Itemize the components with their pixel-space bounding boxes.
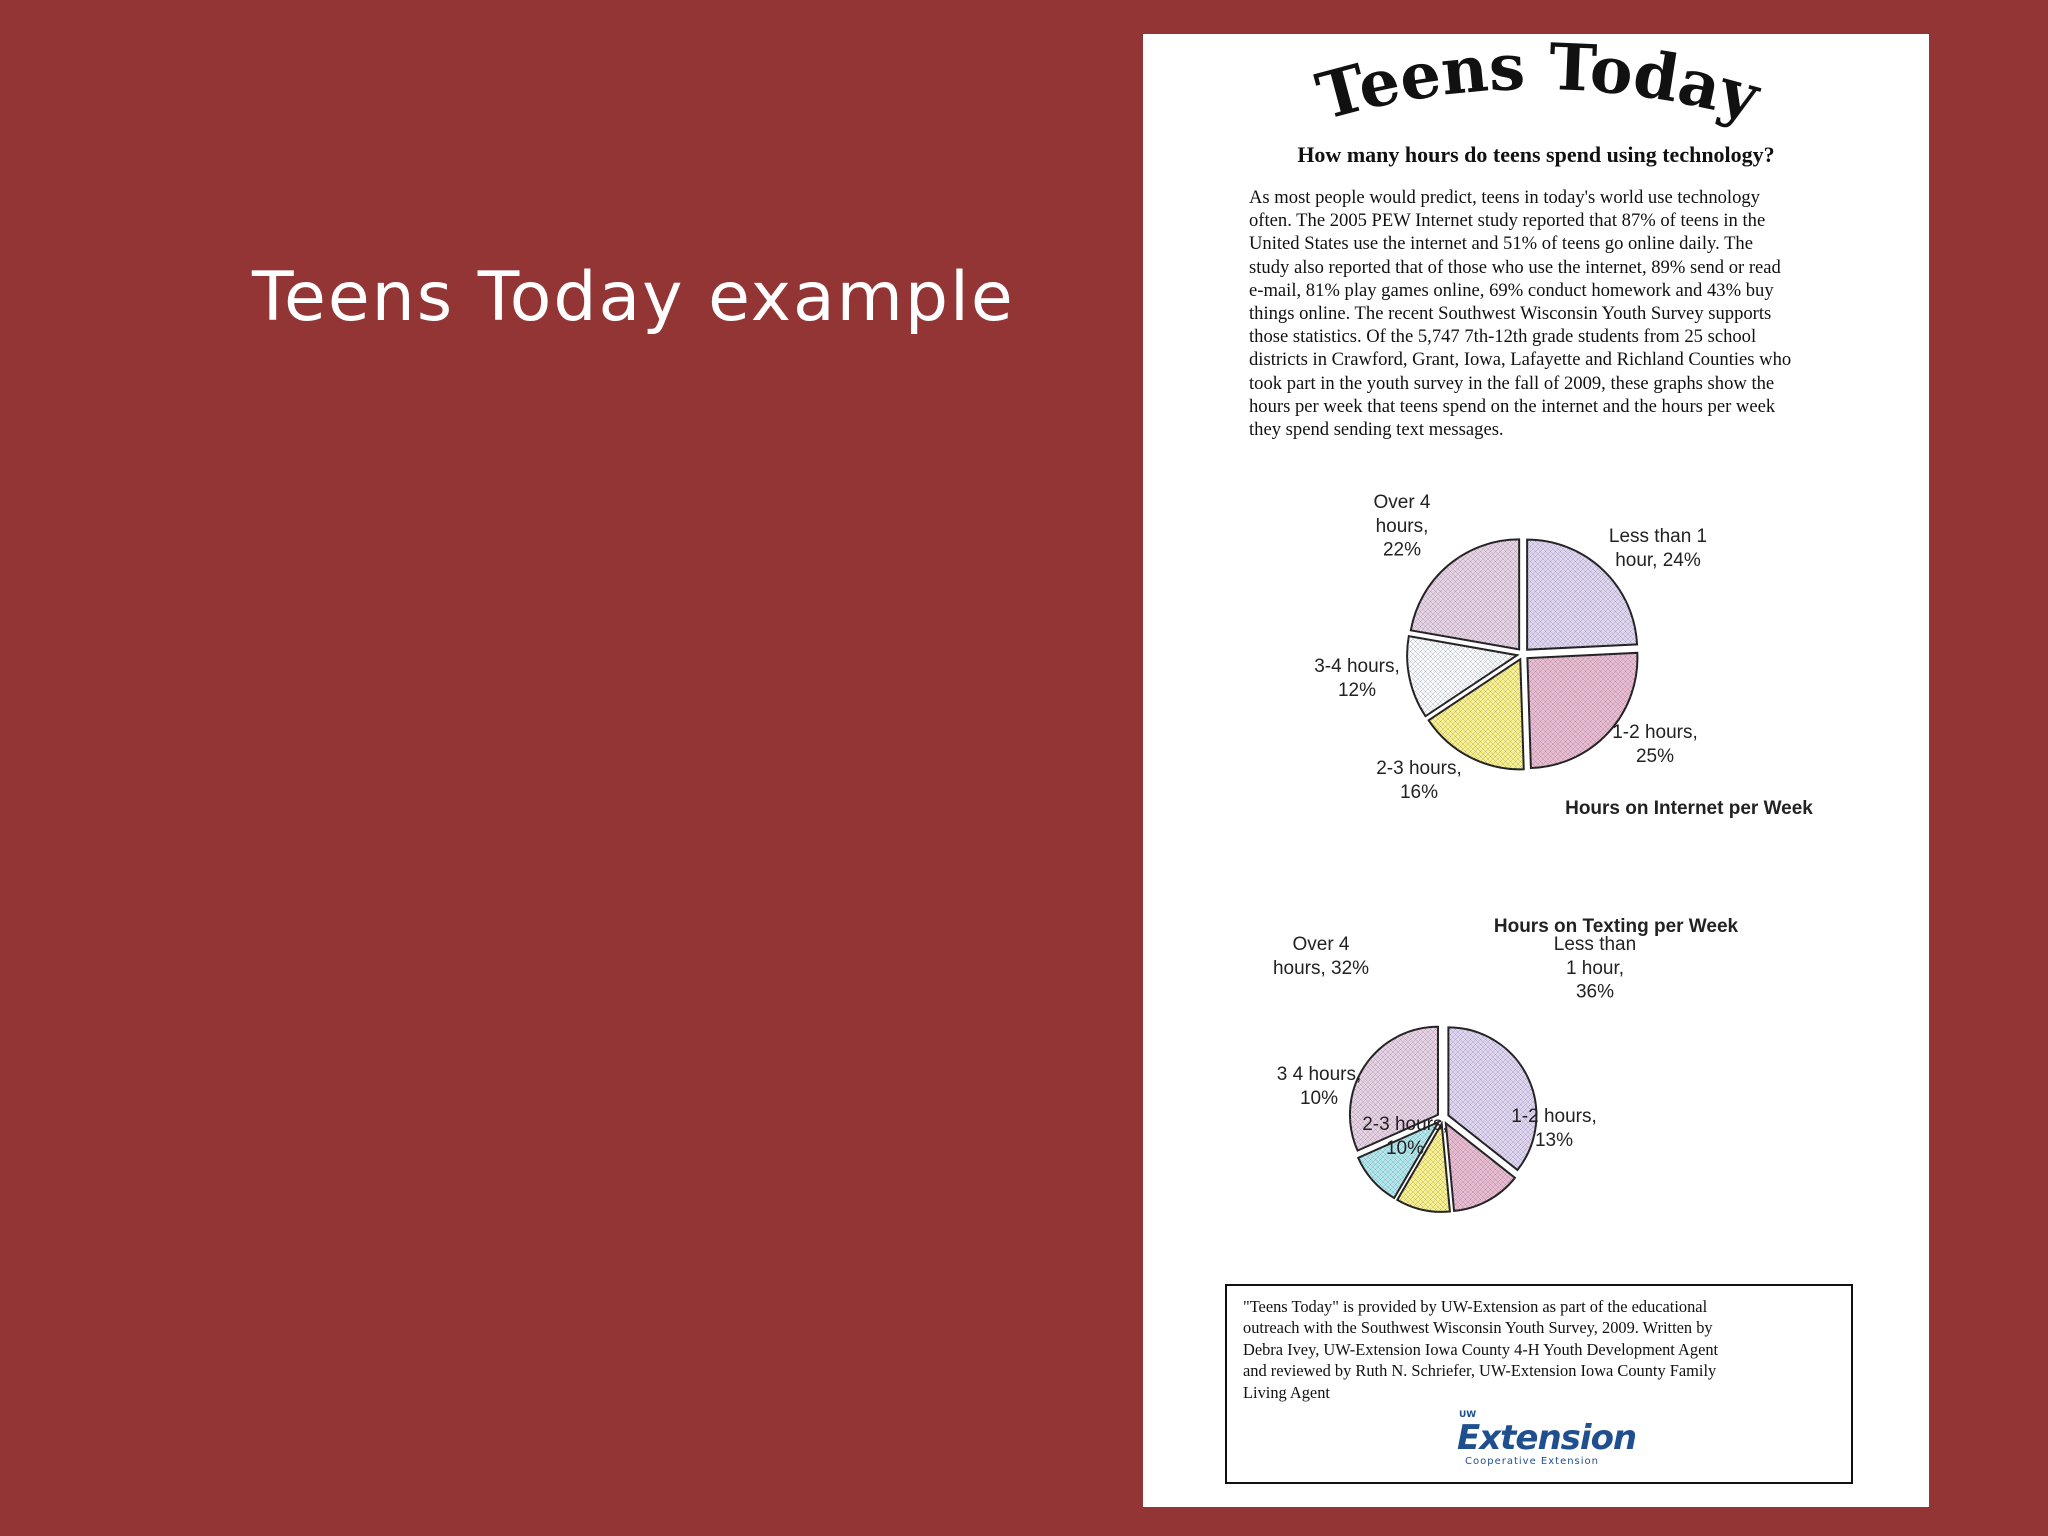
body-line: As most people would predict, teens in today's world use technology <box>1249 187 1760 208</box>
uw-extension-logo <box>1457 1410 1637 1472</box>
body-line: they spend sending text messages. <box>1249 419 1504 441</box>
slide-title: Teens Today example <box>252 258 1015 337</box>
body-line: things online. The recent Southwest Wisconsin Youth Survey supports <box>1249 303 1772 325</box>
footer-line: and reviewed by Ruth N. Schriefer, UW-Extension Iowa County Family <box>1243 1361 1717 1381</box>
body-line: hours per week that teens spend on the internet and the hours per week <box>1249 395 1776 417</box>
logo-name: Extension <box>1457 1418 1637 1458</box>
slice-label-over-4-hours: Over 4 hours, 32% <box>1272 934 1370 979</box>
slice-label-over-4-hours: Over 4 hours, 22% <box>1373 492 1431 561</box>
slice-label-1-2-hours: 1-2 hours, 13% <box>1511 1106 1597 1151</box>
footer-line: "Teens Today" is provided by UW-Extension as part of the educational <box>1243 1297 1708 1316</box>
body-line: United States use the internet and 51% of teens go online daily. The <box>1249 233 1753 255</box>
logo-tagline: Cooperative Extension <box>1465 1456 1599 1467</box>
handout-page <box>1143 34 1929 1507</box>
slice-label-2-3-hours: 2-3 hours, 10% <box>1362 1114 1448 1159</box>
chart-title: Hours on Texting per Week <box>1493 916 1739 937</box>
texting-pie-chart <box>1143 912 1929 1292</box>
internet-pie-chart <box>1143 474 1929 834</box>
body-line: districts in Crawford, Grant, Iowa, Lafayette and Richland Counties who <box>1249 349 1792 371</box>
footer-text <box>1243 1296 1833 1403</box>
slice-label-3-4-hours: 3 4 hours, 10% <box>1276 1064 1362 1109</box>
body-line: those statistics. Of the 5,747 7th-12th grade students from 25 school <box>1249 326 1757 348</box>
body-line: took part in the youth survey in the fall of 2009, these graphs show the <box>1249 372 1775 394</box>
body-line: e-mail, 81% play games online, 69% conduct homework and 43% buy <box>1249 279 1774 301</box>
footer-box <box>1225 1284 1853 1484</box>
masthead-text: Teens Today <box>1309 38 1767 136</box>
body-line: often. The 2005 PEW Internet study reported that 87% of teens in the <box>1249 210 1766 232</box>
slice-label-less-than-1-hour: Less than 1 hour, 24% <box>1608 526 1708 571</box>
pie-slice-texture <box>1527 653 1637 768</box>
footer-line: outreach with the Southwest Wisconsin Youth Survey, 2009. Written by <box>1243 1318 1713 1338</box>
footer-line: Living Agent <box>1243 1382 1330 1402</box>
body-line: study also reported that of those who use the internet, 89% send or read <box>1249 256 1781 278</box>
slice-label-3-4-hours: 3-4 hours, 12% <box>1314 656 1400 701</box>
subtitle: How many hours do teens spend using technology? <box>1297 142 1775 167</box>
slice-label-1-2-hours: 1-2 hours, 25% <box>1612 722 1698 767</box>
chart-title: Hours on Internet per Week <box>1565 798 1813 819</box>
footer-line: Debra Ivey, UW-Extension Iowa County 4-H Youth Development Agent <box>1243 1339 1719 1359</box>
pie-slice-texture <box>1411 539 1519 649</box>
logo-prefix: UW <box>1459 1410 1477 1420</box>
body-text <box>1249 186 1889 441</box>
slice-label-2-3-hours: 2-3 hours, 16% <box>1376 758 1462 803</box>
slice-label-less-than-1-hour: Less than 1 hour, 36% <box>1553 934 1637 1003</box>
